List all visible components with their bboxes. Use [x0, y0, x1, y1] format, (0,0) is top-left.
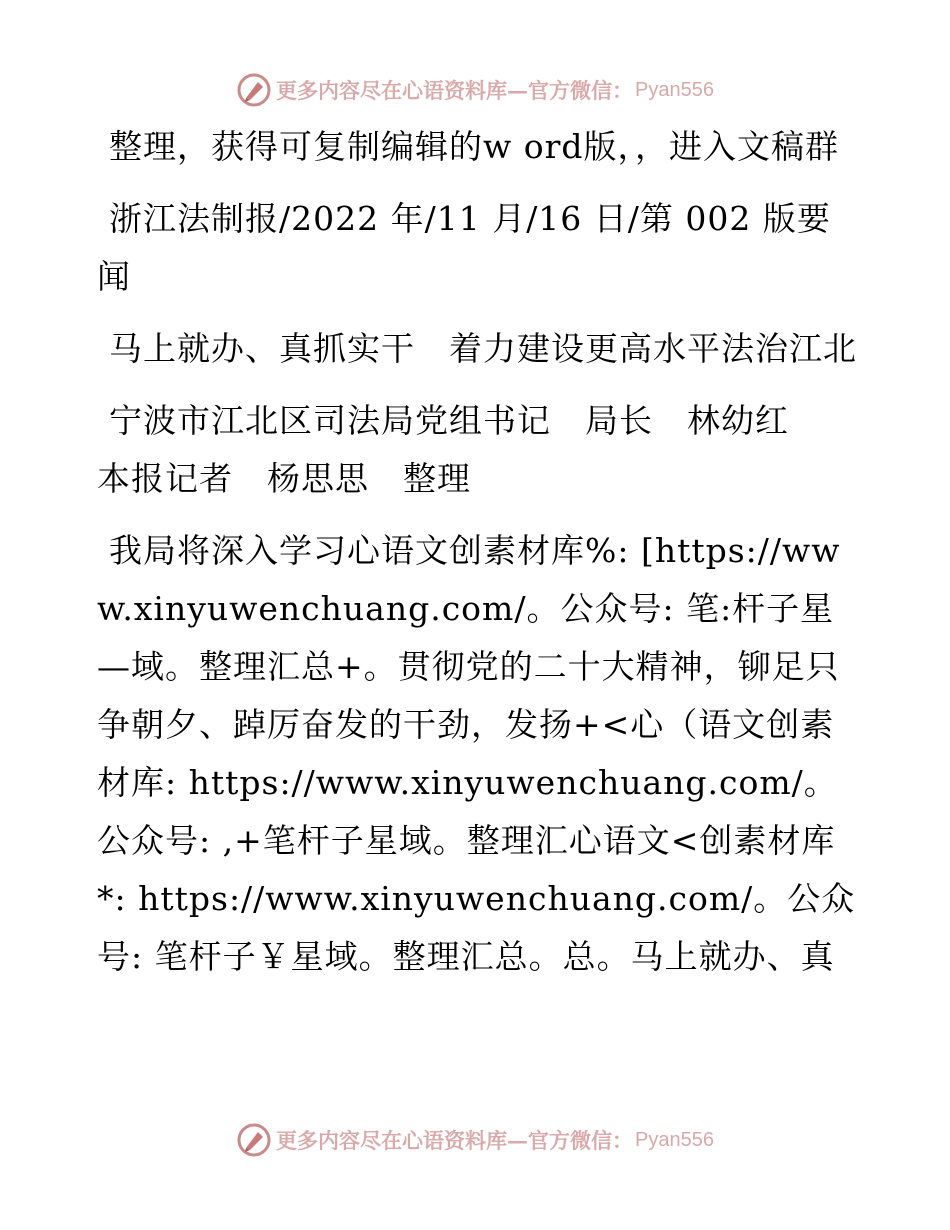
- intro-paragraph: 整理，获得可复制编辑的w ord版，，进入文稿群: [109, 127, 840, 166]
- watermark-text: 更多内容尽在心语资料库—官方微信：: [276, 1128, 634, 1153]
- watermark-id: Pyan556: [635, 1128, 714, 1151]
- document-body: [97, 118, 857, 986]
- reporter-line: 本报记者 杨思思 整理: [97, 459, 471, 498]
- source-line: 浙江法制报/2022 年/11 月/16 日/第 002 版要闻: [97, 199, 831, 296]
- article-title: 马上就办、真抓实干 着力建设更高水平法治江北: [109, 329, 857, 368]
- pen-nib-icon: [236, 1122, 272, 1158]
- watermark-footer: [0, 1120, 950, 1160]
- pen-nib-icon: [236, 72, 272, 108]
- author-line: 宁波市江北区司法局党组书记 局长 林幼红: [109, 401, 789, 440]
- author-block: [97, 392, 857, 508]
- watermark-id: Pyan556: [635, 78, 714, 101]
- body-paragraph: 我局将深入学习心语文创素材库%: [https://www.xinyuwenchuang.com/。公众号: 笔:杆子星—域。整理汇总+。贯彻党的二十大精神，铆足只争朝夕、踔厉奋发的干劲，发扬+<心（语文创素材库: https://www.xinyuwenchuang.com/。公众号: ,+笔杆子星域。整理汇心语文<创素材库*: https://www.xinyuwenchuang.com/。公众号: 笔杆子￥星域。整理汇总。总。马上就办、真: [97, 531, 856, 976]
- watermark-header: [0, 70, 950, 110]
- watermark-text: 更多内容尽在心语资料库—官方微信：: [276, 78, 634, 103]
